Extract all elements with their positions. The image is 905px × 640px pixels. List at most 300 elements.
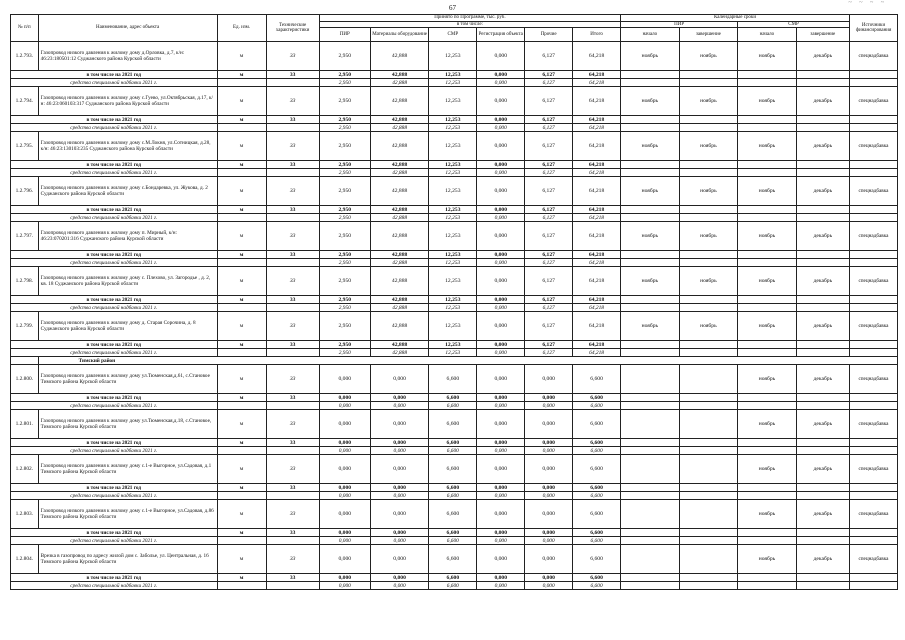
object-row (11, 500, 898, 529)
subtotal-label: в том числе на 2021 год (11, 251, 218, 259)
smr-cell: 6,600 (429, 529, 477, 537)
schedule-smr-e-cell: декабрь (796, 312, 849, 341)
unit-cell: м (217, 545, 266, 574)
other-cell: 6,127 (525, 42, 573, 71)
total-cell: 6,600 (573, 439, 621, 447)
unit-cell: м (217, 500, 266, 529)
total-cell: 64,218 (573, 87, 621, 116)
object-code: 1.2.797. (11, 222, 39, 251)
tech-cell: 33 (266, 71, 319, 79)
mat-cell: 42,888 (370, 87, 429, 116)
tech-cell: 33 (266, 206, 319, 214)
reg-cell: 0,000 (477, 492, 525, 500)
mat-cell: 42,888 (370, 161, 429, 169)
subtotal-label: в том числе на 2021 год (11, 484, 218, 492)
schedule-pir-e-cell: ноябрь (679, 267, 738, 296)
subtotal-label: в том числе на 2021 год (11, 296, 218, 304)
total-cell: 6,600 (573, 582, 621, 590)
source-cell: спецнадбавка (849, 87, 897, 116)
total-cell: 64,218 (573, 349, 621, 357)
empty-cell (679, 296, 738, 304)
unit-cell: м (217, 267, 266, 296)
pir-cell: 0,000 (319, 574, 370, 582)
unit-cell: м (217, 116, 266, 124)
fund-label: средства специальной надбавки 2021 г. (11, 349, 218, 357)
empty-cell (679, 447, 738, 455)
empty-cell (738, 79, 797, 87)
header-pir-schedule: ПИР (621, 21, 738, 28)
empty-cell (849, 206, 897, 214)
subtotal-label: в том числе на 2021 год (11, 574, 218, 582)
empty-cell (849, 214, 897, 222)
smr-cell: 6,600 (429, 394, 477, 402)
reg-cell: 0,000 (477, 79, 525, 87)
subtotal-label: в том числе на 2021 год (11, 161, 218, 169)
schedule-pir-s-cell: ноябрь (621, 177, 680, 206)
empty-cell (796, 574, 849, 582)
object-name: Газопровод низкого давления к жилому дому с. Плехово, ул. Загородье , д. 2, кв. 18 Суджанского района Курской области (38, 267, 217, 296)
smr-cell: 6,600 (429, 455, 477, 484)
unit-cell: м (217, 574, 266, 582)
empty-cell (679, 492, 738, 500)
header-total: Итого (573, 28, 621, 42)
source-cell: спецнадбавка (849, 365, 897, 394)
empty-cell (679, 394, 738, 402)
object-code: 1.2.794. (11, 87, 39, 116)
smr-cell: 6,600 (429, 484, 477, 492)
empty-cell (11, 357, 39, 365)
total-cell: 64,218 (573, 124, 621, 132)
empty-cell (621, 349, 680, 357)
other-cell: 0,000 (525, 545, 573, 574)
empty-cell (738, 206, 797, 214)
smr-cell: 6,600 (429, 582, 477, 590)
empty-cell (738, 402, 797, 410)
pir-cell: 0,000 (319, 582, 370, 590)
other-cell: 6,127 (525, 251, 573, 259)
empty-cell (849, 574, 897, 582)
schedule-smr-e-cell: декабрь (796, 455, 849, 484)
object-row (11, 455, 898, 484)
empty-cell (738, 492, 797, 500)
reg-cell: 0,000 (477, 296, 525, 304)
tech-cell: 33 (266, 341, 319, 349)
empty-cell (796, 492, 849, 500)
empty-cell (796, 349, 849, 357)
empty-cell (738, 296, 797, 304)
total-cell: 64,218 (573, 169, 621, 177)
schedule-pir-s-cell: ноябрь (621, 267, 680, 296)
schedule-pir-s-cell: ноябрь (621, 132, 680, 161)
empty-cell (796, 341, 849, 349)
year-subtotal-row (11, 161, 898, 169)
pir-cell: 0,000 (319, 365, 370, 394)
reg-cell: 0,000 (477, 447, 525, 455)
reg-cell: 0,000 (477, 214, 525, 222)
empty-cell (266, 124, 319, 132)
pir-cell: 0,000 (319, 394, 370, 402)
other-cell: 0,000 (525, 365, 573, 394)
year-subtotal-row (11, 341, 898, 349)
year-subtotal-row (11, 574, 898, 582)
schedule-smr-e-cell: декабрь (796, 545, 849, 574)
empty-cell (796, 582, 849, 590)
fund-source-row (11, 402, 898, 410)
empty-cell (679, 124, 738, 132)
total-cell: 6,600 (573, 537, 621, 545)
smr-cell: 12,253 (429, 42, 477, 71)
tech-cell: 33 (266, 574, 319, 582)
pir-cell: 0,000 (319, 484, 370, 492)
empty-cell (679, 206, 738, 214)
source-cell: спецнадбавка (849, 455, 897, 484)
empty-cell (679, 537, 738, 545)
subtotal-label: в том числе на 2021 год (11, 116, 218, 124)
empty-cell (679, 79, 738, 87)
fund-source-row (11, 214, 898, 222)
schedule-smr-s-cell: ноябрь (738, 455, 797, 484)
mat-cell: 42,888 (370, 79, 429, 87)
header-unit: Ед. изм. (217, 15, 266, 42)
empty-cell (621, 206, 680, 214)
object-code: 1.2.796. (11, 177, 39, 206)
mat-cell: 0,000 (370, 582, 429, 590)
reg-cell: 0,000 (477, 574, 525, 582)
unit-cell: м (217, 42, 266, 71)
total-cell: 64,218 (573, 132, 621, 161)
schedule-pir-s-cell (621, 455, 680, 484)
total-cell: 64,218 (573, 71, 621, 79)
schedule-smr-s-cell: ноябрь (738, 132, 797, 161)
mat-cell: 0,000 (370, 447, 429, 455)
empty-cell (266, 582, 319, 590)
mat-cell: 42,888 (370, 267, 429, 296)
other-cell: 0,000 (525, 394, 573, 402)
empty-cell (266, 214, 319, 222)
empty-cell (796, 304, 849, 312)
mat-cell: 0,000 (370, 529, 429, 537)
empty-cell (266, 492, 319, 500)
reg-cell: 0,000 (477, 161, 525, 169)
mat-cell: 42,888 (370, 304, 429, 312)
empty-cell (796, 251, 849, 259)
other-cell: 0,000 (525, 492, 573, 500)
empty-cell (849, 492, 897, 500)
header-pir-start: начало (621, 28, 680, 42)
schedule-pir-s-cell: ноябрь (621, 42, 680, 71)
schedule-smr-s-cell: ноябрь (738, 267, 797, 296)
empty-cell (621, 537, 680, 545)
year-subtotal-row (11, 529, 898, 537)
empty-cell (217, 124, 266, 132)
reg-cell: 0,000 (477, 341, 525, 349)
empty-cell (679, 214, 738, 222)
empty-cell (796, 161, 849, 169)
unit-cell: м (217, 529, 266, 537)
object-code: 1.2.801. (11, 410, 39, 439)
smr-cell: 12,253 (429, 132, 477, 161)
total-cell: 64,218 (573, 304, 621, 312)
object-row (11, 410, 898, 439)
smr-cell: 12,253 (429, 177, 477, 206)
empty-cell (849, 124, 897, 132)
reg-cell: 0,000 (477, 529, 525, 537)
other-cell: 0,000 (525, 582, 573, 590)
schedule-smr-e-cell: декабрь (796, 222, 849, 251)
tech-cell: 33 (266, 529, 319, 537)
empty-cell (217, 537, 266, 545)
smr-cell: 6,600 (429, 365, 477, 394)
other-cell: 6,127 (525, 296, 573, 304)
tech-cell: 33 (266, 394, 319, 402)
empty-cell (621, 296, 680, 304)
empty-cell (738, 574, 797, 582)
total-cell: 6,600 (573, 484, 621, 492)
empty-cell (738, 529, 797, 537)
unit-cell: м (217, 341, 266, 349)
mat-cell: 42,888 (370, 251, 429, 259)
smr-cell: 6,600 (429, 447, 477, 455)
table-body (11, 42, 898, 590)
mat-cell: 0,000 (370, 574, 429, 582)
smr-cell: 12,253 (429, 341, 477, 349)
other-cell: 6,127 (525, 222, 573, 251)
empty-cell (266, 537, 319, 545)
other-cell: 6,127 (525, 132, 573, 161)
empty-cell (849, 582, 897, 590)
reg-cell: 0,000 (477, 124, 525, 132)
empty-cell (738, 161, 797, 169)
empty-cell (849, 259, 897, 267)
fund-label: средства специальной надбавки 2021 г. (11, 214, 218, 222)
other-cell: 6,127 (525, 259, 573, 267)
header-smr-end: завершение (796, 28, 849, 42)
schedule-smr-e-cell: декабрь (796, 42, 849, 71)
schedule-pir-e-cell: ноябрь (679, 177, 738, 206)
mat-cell: 42,888 (370, 116, 429, 124)
investment-program-table-sheet (10, 14, 898, 590)
empty-cell (796, 447, 849, 455)
empty-cell (849, 161, 897, 169)
object-row (11, 365, 898, 394)
unit-cell: м (217, 410, 266, 439)
empty-cell (621, 439, 680, 447)
schedule-pir-e-cell: ноябрь (679, 132, 738, 161)
other-cell: 6,127 (525, 71, 573, 79)
schedule-smr-s-cell: ноябрь (738, 545, 797, 574)
pir-cell: 0,000 (319, 529, 370, 537)
year-subtotal-row (11, 296, 898, 304)
header-incl: в том числе: (319, 21, 620, 28)
fund-source-row (11, 492, 898, 500)
empty-cell (679, 529, 738, 537)
empty-cell (849, 537, 897, 545)
schedule-pir-s-cell (621, 410, 680, 439)
empty-cell (679, 402, 738, 410)
pir-cell: 2,950 (319, 341, 370, 349)
empty-cell (738, 484, 797, 492)
program-table (10, 14, 898, 590)
smr-cell: 12,253 (429, 349, 477, 357)
other-cell: 6,127 (525, 177, 573, 206)
mat-cell: 42,888 (370, 349, 429, 357)
reg-cell: 0,000 (477, 537, 525, 545)
tech-cell: 33 (266, 251, 319, 259)
other-cell: 6,127 (525, 206, 573, 214)
source-cell: спецнадбавка (849, 267, 897, 296)
empty-cell (621, 259, 680, 267)
empty-cell (738, 116, 797, 124)
object-name: Газопровод низкого давления к жилому дому д.Орловка, д.7, к/н: 46:23:180501:12 Суджанского района Курской области (38, 42, 217, 71)
reg-cell: 0,000 (477, 116, 525, 124)
pir-cell: 0,000 (319, 455, 370, 484)
reg-cell: 0,000 (477, 222, 525, 251)
mat-cell: 0,000 (370, 500, 429, 529)
empty-cell (621, 447, 680, 455)
total-cell: 6,600 (573, 529, 621, 537)
object-row (11, 222, 898, 251)
empty-cell (621, 116, 680, 124)
unit-cell: м (217, 312, 266, 341)
corner-marks: ~ ~ ~ ~ (848, 0, 887, 6)
smr-cell: 6,600 (429, 545, 477, 574)
empty-cell (796, 206, 849, 214)
empty-cell (621, 574, 680, 582)
tech-cell: 33 (266, 87, 319, 116)
pir-cell: 2,950 (319, 124, 370, 132)
total-cell: 64,218 (573, 312, 621, 341)
object-code: 1.2.798. (11, 267, 39, 296)
total-cell: 6,600 (573, 455, 621, 484)
pir-cell: 0,000 (319, 410, 370, 439)
other-cell: 0,000 (525, 500, 573, 529)
header-sources: Источники финансирования (849, 15, 897, 42)
fund-source-row (11, 124, 898, 132)
fund-label: средства специальной надбавки 2021 г. (11, 402, 218, 410)
empty-cell (738, 447, 797, 455)
schedule-pir-e-cell: ноябрь (679, 222, 738, 251)
total-cell: 64,218 (573, 341, 621, 349)
tech-cell: 33 (266, 484, 319, 492)
pir-cell: 2,950 (319, 222, 370, 251)
source-cell: спецнадбавка (849, 545, 897, 574)
other-cell: 0,000 (525, 439, 573, 447)
smr-cell: 6,600 (429, 439, 477, 447)
object-name: Врезка в газопровод по адресу жилой дом с. Заболье, ул. Центральная, д. 16 Тимского района Курской области (38, 545, 217, 574)
total-cell: 64,218 (573, 206, 621, 214)
object-name: Газопровод низкого давления к жилому дому ул.Тюменская,д.61, с.Становое Тимского района Курской области (38, 365, 217, 394)
mat-cell: 42,888 (370, 341, 429, 349)
object-code: 1.2.803. (11, 500, 39, 529)
empty-cell (621, 402, 680, 410)
schedule-pir-s-cell: ноябрь (621, 222, 680, 251)
tech-cell: 33 (266, 161, 319, 169)
mat-cell: 42,888 (370, 214, 429, 222)
tech-cell: 33 (266, 177, 319, 206)
smr-cell: 12,253 (429, 312, 477, 341)
empty-cell (266, 447, 319, 455)
empty-cell (796, 116, 849, 124)
mat-cell: 42,888 (370, 169, 429, 177)
object-code: 1.2.799. (11, 312, 39, 341)
object-name: Газопровод низкого давления к жилому дому с.М.Локня, ул.Сотницкая, д.28, к/н: 46:23:130103:235 Суджанского района Курской области (38, 132, 217, 161)
empty-cell (738, 439, 797, 447)
empty-cell (849, 341, 897, 349)
empty-cell (679, 116, 738, 124)
fund-source-row (11, 537, 898, 545)
total-cell: 64,218 (573, 251, 621, 259)
pir-cell: 2,950 (319, 42, 370, 71)
header-pir: ПИР (319, 28, 370, 42)
smr-cell: 6,600 (429, 500, 477, 529)
unit-cell: м (217, 222, 266, 251)
mat-cell: 42,888 (370, 71, 429, 79)
subtotal-label: в том числе на 2021 год (11, 439, 218, 447)
reg-cell: 0,000 (477, 206, 525, 214)
empty-cell (796, 484, 849, 492)
tech-cell: 33 (266, 42, 319, 71)
smr-cell: 12,253 (429, 124, 477, 132)
object-name: Газопровод низкого давления к жилому дому с.1-е Выгорное, ул.Садовая, д.86 Тимского района Курской области (38, 500, 217, 529)
empty-cell (738, 304, 797, 312)
object-row (11, 545, 898, 574)
reg-cell: 0,000 (477, 71, 525, 79)
empty-cell (796, 529, 849, 537)
empty-cell (621, 304, 680, 312)
mat-cell: 42,888 (370, 222, 429, 251)
other-cell: 0,000 (525, 574, 573, 582)
tech-cell: 33 (266, 296, 319, 304)
header-smr-schedule: СМР (738, 21, 850, 28)
subtotal-label: в том числе на 2021 год (11, 341, 218, 349)
empty-cell (217, 214, 266, 222)
reg-cell: 0,000 (477, 394, 525, 402)
empty-cell (849, 79, 897, 87)
object-row (11, 42, 898, 71)
pir-cell: 0,000 (319, 447, 370, 455)
mat-cell: 42,888 (370, 259, 429, 267)
total-cell: 64,218 (573, 267, 621, 296)
unit-cell: м (217, 71, 266, 79)
total-cell: 6,600 (573, 365, 621, 394)
header-materials: Материалы оборудование (370, 28, 429, 42)
empty-cell (849, 304, 897, 312)
pir-cell: 2,950 (319, 71, 370, 79)
source-cell: спецнадбавка (849, 177, 897, 206)
empty-cell (217, 402, 266, 410)
total-cell: 64,218 (573, 116, 621, 124)
unit-cell: м (217, 484, 266, 492)
pir-cell: 2,950 (319, 87, 370, 116)
empty-cell (679, 574, 738, 582)
empty-cell (849, 71, 897, 79)
object-row (11, 177, 898, 206)
empty-cell (679, 259, 738, 267)
empty-cell (679, 71, 738, 79)
smr-cell: 6,600 (429, 402, 477, 410)
empty-cell (679, 439, 738, 447)
year-subtotal-row (11, 251, 898, 259)
schedule-pir-s-cell: ноябрь (621, 87, 680, 116)
unit-cell: м (217, 251, 266, 259)
other-cell: 0,000 (525, 537, 573, 545)
pir-cell: 0,000 (319, 537, 370, 545)
unit-cell: м (217, 132, 266, 161)
other-cell: 0,000 (525, 484, 573, 492)
schedule-smr-e-cell: декабрь (796, 87, 849, 116)
mat-cell: 0,000 (370, 455, 429, 484)
smr-cell: 12,253 (429, 251, 477, 259)
